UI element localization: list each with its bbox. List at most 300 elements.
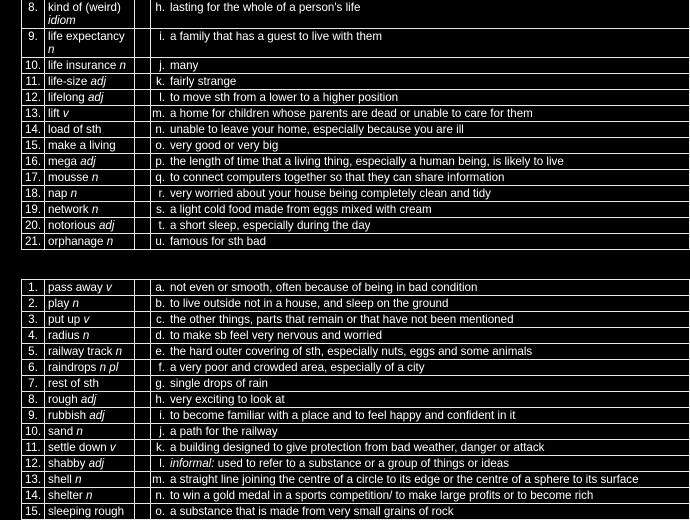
item-number-text: 13. <box>24 473 42 486</box>
definition <box>167 296 690 312</box>
definition-text: unable to leave your home, especially because you are ill <box>170 123 464 136</box>
definition-letter-text: g. <box>155 377 165 390</box>
word-text: sleeping rough <box>48 505 125 518</box>
table-row <box>22 296 690 312</box>
part-of-speech: adj <box>80 155 96 168</box>
word-text: life expectancy <box>48 30 125 43</box>
definition-text: a home for children whose parents are dead or unable to care for them <box>170 107 533 120</box>
vocabulary-word <box>45 154 135 170</box>
definition <box>167 312 690 328</box>
item-number-text: 8. <box>28 393 38 406</box>
part-of-speech: adj <box>98 219 115 232</box>
definition-letter <box>151 0 168 29</box>
definition-letter-text: n. <box>155 489 165 502</box>
word-text: shelter <box>48 489 83 502</box>
table-row <box>22 0 690 29</box>
definition <box>167 29 690 58</box>
definition-text: to move sth from a lower to a higher position <box>170 91 399 104</box>
item-number <box>22 408 45 424</box>
definition <box>167 360 690 376</box>
definition-letter <box>151 138 168 154</box>
word-text: load of sth <box>48 123 102 136</box>
table-row <box>22 170 690 186</box>
definition-letter <box>151 29 168 58</box>
vocabulary-word <box>45 456 135 472</box>
item-number-text: 20. <box>24 219 42 232</box>
definition <box>167 280 690 296</box>
definition-letter <box>151 472 168 488</box>
definition-letter <box>151 488 168 504</box>
word-text: kind of (weird) <box>48 1 121 14</box>
definition-letter-text: j. <box>159 59 165 72</box>
part-of-speech: n <box>48 43 55 56</box>
definition-letter <box>151 360 168 376</box>
definition <box>167 424 690 440</box>
definition-letter-text: f. <box>158 361 165 374</box>
part-of-speech: adj <box>80 393 97 406</box>
definition-text: single drops of rain <box>170 377 268 390</box>
definition <box>167 58 690 74</box>
definition-text: a building designed to give protection from bad weather, danger or attack <box>170 441 545 454</box>
part-of-speech: adj <box>88 457 105 470</box>
definition-letter-text: p. <box>155 155 165 168</box>
part-of-speech: n <box>70 187 78 200</box>
definition-letter-text: c. <box>155 313 165 326</box>
definition-letter <box>151 58 168 74</box>
definition-letter <box>151 218 168 234</box>
item-number <box>22 280 45 296</box>
word-text: rest of sth <box>48 377 99 390</box>
vocabulary-word <box>45 122 135 138</box>
part-of-speech: n <box>106 235 114 248</box>
part-of-speech: adj <box>87 91 104 104</box>
table-row <box>22 360 690 376</box>
definition-text: a short sleep, especially during the day <box>170 219 371 232</box>
definition-letter-text: m. <box>152 107 165 120</box>
answer-cell <box>135 360 151 376</box>
definition <box>167 202 690 218</box>
vocabulary-word <box>45 0 135 29</box>
part-of-speech: adj <box>89 409 105 422</box>
table-row <box>22 488 690 504</box>
answer-cell <box>135 218 151 234</box>
table-row <box>22 29 690 58</box>
table-row <box>22 328 690 344</box>
definition-letter-text: b. <box>155 297 165 310</box>
answer-cell <box>135 440 151 456</box>
definition-letter-text: k. <box>155 75 165 88</box>
item-number-text: 6. <box>28 361 38 374</box>
table-row <box>22 424 690 440</box>
definition-letter <box>151 296 168 312</box>
definition-letter <box>151 440 168 456</box>
definition-letter-text: r. <box>158 187 165 200</box>
answer-cell <box>135 296 151 312</box>
definition-letter-text: t. <box>158 219 165 232</box>
definition-letter <box>151 424 168 440</box>
definition <box>167 328 690 344</box>
answer-cell <box>135 376 151 392</box>
table-row <box>22 186 690 202</box>
table-row <box>22 344 690 360</box>
table-row <box>22 376 690 392</box>
table-row <box>22 154 690 170</box>
table-row <box>22 58 690 74</box>
item-number-text: 14. <box>24 123 42 136</box>
definition <box>167 170 690 186</box>
table-row <box>22 74 690 90</box>
item-number <box>22 0 45 29</box>
definition <box>167 392 690 408</box>
definition <box>167 138 690 154</box>
part-of-speech: v <box>109 441 116 454</box>
part-of-speech: n <box>86 489 93 502</box>
item-number-text: 17. <box>24 171 42 184</box>
item-number <box>22 376 45 392</box>
item-number <box>22 202 45 218</box>
item-number-text: 10. <box>24 59 42 72</box>
definition <box>167 186 690 202</box>
answer-cell <box>135 488 151 504</box>
vocabulary-word <box>45 424 135 440</box>
item-number-text: 8. <box>28 1 38 14</box>
word-text: radius <box>48 329 80 342</box>
definition-text: very worried about your house being completely clean and tidy <box>170 187 491 200</box>
vocabulary-word <box>45 504 135 520</box>
definition <box>167 0 690 29</box>
vocabulary-word <box>45 392 135 408</box>
definition-letter <box>151 202 168 218</box>
definition-letter-text: h. <box>155 1 165 14</box>
item-number <box>22 488 45 504</box>
answer-cell <box>135 344 151 360</box>
vocabulary-word <box>45 186 135 202</box>
vocabulary-word <box>45 328 135 344</box>
definition-text: not even or smooth, often because of being in bad condition <box>170 281 478 294</box>
word-text: mousse <box>48 171 89 184</box>
definition-text: a family that has a guest to live with them <box>170 30 383 43</box>
vocabulary-word <box>45 312 135 328</box>
word-text: life insurance <box>48 59 117 72</box>
vocabulary-word <box>45 218 135 234</box>
vocabulary-word <box>45 296 135 312</box>
item-number <box>22 122 45 138</box>
answer-cell <box>135 312 151 328</box>
word-text: nap <box>48 187 68 200</box>
vocabulary-word <box>45 202 135 218</box>
definition-letter <box>151 392 168 408</box>
item-number-text: 13. <box>24 107 42 120</box>
definition-letter <box>151 376 168 392</box>
word-text: network <box>48 203 89 216</box>
word-text: pass away <box>48 281 103 294</box>
item-number <box>22 218 45 234</box>
item-number <box>22 74 45 90</box>
definition-letter <box>151 328 168 344</box>
item-number <box>22 296 45 312</box>
item-number <box>22 456 45 472</box>
part-of-speech: n <box>82 329 90 342</box>
definition-text: the other things, parts that remain or that have not been mentioned <box>170 313 514 326</box>
vocabulary-word <box>45 58 135 74</box>
definition-text: to win a gold medal in a sports competition/ to make large profits or to become rich <box>170 489 594 502</box>
item-number <box>22 344 45 360</box>
answer-cell <box>135 0 151 29</box>
item-number <box>22 424 45 440</box>
answer-cell <box>135 504 151 520</box>
definition-text: to live outside not in a house, and sleep on the ground <box>170 297 449 310</box>
vocabulary-word <box>45 90 135 106</box>
part-of-speech: adj <box>90 75 107 88</box>
table-row <box>22 234 690 250</box>
answer-cell <box>135 234 151 250</box>
item-number <box>22 312 45 328</box>
word-text: orphanage <box>48 235 104 248</box>
definition-letter <box>151 106 168 122</box>
definition <box>167 234 690 250</box>
item-number-text: 21. <box>24 235 42 248</box>
item-number-text: 5. <box>28 345 38 358</box>
vocabulary-word <box>45 488 135 504</box>
item-number <box>22 29 45 58</box>
definition-letter <box>151 408 168 424</box>
word-text: lift <box>48 107 60 120</box>
definition-letter-text: d. <box>155 329 165 342</box>
item-number-text: 2. <box>28 297 38 310</box>
definition-letter-text: e. <box>155 345 165 358</box>
item-number <box>22 138 45 154</box>
definition-text: used to refer to a substance or a group of things or ideas <box>217 457 510 470</box>
vocabulary-word <box>45 440 135 456</box>
part-of-speech: n <box>119 59 126 72</box>
word-text: put up <box>48 313 81 326</box>
item-number-text: 3. <box>28 313 38 326</box>
item-number-text: 18. <box>24 187 42 200</box>
answer-cell <box>135 186 151 202</box>
definition-letter-text: n. <box>155 123 165 136</box>
item-number <box>22 234 45 250</box>
item-number <box>22 360 45 376</box>
definition <box>167 488 690 504</box>
definition-letter-text: i. <box>159 30 165 43</box>
vocabulary-word <box>45 472 135 488</box>
table-row <box>22 456 690 472</box>
definition-text: a substance that is made from very small grains of rock <box>170 505 454 518</box>
definition-text: a light cold food made from eggs mixed with cream <box>170 203 432 216</box>
answer-cell <box>135 392 151 408</box>
item-number-text: 19. <box>24 203 42 216</box>
word-text: life-size <box>48 75 88 88</box>
item-number-text: 4. <box>28 329 38 342</box>
definition-text: many <box>170 59 199 72</box>
answer-cell <box>135 58 151 74</box>
part-of-speech: n <box>115 345 123 358</box>
item-number-text: 7. <box>28 377 38 390</box>
word-text: shabby <box>48 457 86 470</box>
answer-cell <box>135 424 151 440</box>
item-number <box>22 58 45 74</box>
table-row <box>22 408 690 424</box>
answer-cell <box>135 280 151 296</box>
item-number-text: 14. <box>24 489 42 502</box>
table-row <box>22 202 690 218</box>
vocabulary-word <box>45 344 135 360</box>
item-number <box>22 106 45 122</box>
item-number-text: 15. <box>24 139 42 152</box>
definition-text: fairly strange <box>170 75 237 88</box>
definition-letter <box>151 456 168 472</box>
vocabulary-word <box>45 234 135 250</box>
answer-cell <box>135 106 151 122</box>
vocabulary-word <box>45 408 135 424</box>
definition-letter <box>151 234 168 250</box>
item-number <box>22 440 45 456</box>
definition-letter <box>151 186 168 202</box>
definition-letter-text: h. <box>155 393 165 406</box>
definition-letter-text: q. <box>155 171 165 184</box>
definition-text: a straight line joining the centre of a circle to its edge or the centre of a sphere to its surface <box>170 473 639 486</box>
definition-letter-text: o. <box>155 505 165 518</box>
word-text: rough <box>48 393 78 406</box>
item-number <box>22 90 45 106</box>
item-number-text: 9. <box>28 30 38 43</box>
definition-text: a path for the railway <box>170 425 278 438</box>
item-number <box>22 504 45 520</box>
part-of-speech: v <box>106 281 112 294</box>
word-text: sand <box>48 425 74 438</box>
table-row <box>22 440 690 456</box>
answer-cell <box>135 90 151 106</box>
word-text: settle down <box>48 441 107 454</box>
definition <box>167 344 690 360</box>
definition <box>167 218 690 234</box>
word-text: notorious <box>48 219 96 232</box>
answer-cell <box>135 328 151 344</box>
part-of-speech: n pl <box>99 361 119 374</box>
part-of-speech: idiom <box>48 14 76 27</box>
vocabulary-word <box>45 106 135 122</box>
item-number-text: 1. <box>28 281 38 294</box>
answer-cell <box>135 74 151 90</box>
item-number-text: 9. <box>28 409 38 422</box>
definition-text: to connect computers together so that they can share information <box>170 171 505 184</box>
definition-letter-text: a. <box>155 281 165 294</box>
vocabulary-word <box>45 360 135 376</box>
answer-cell <box>135 202 151 218</box>
vocabulary-word <box>45 280 135 296</box>
definition-letter-text: u. <box>155 235 165 248</box>
definition-text: very exciting to look at <box>170 393 285 406</box>
definition-letter-text: i. <box>159 409 165 422</box>
definition-letter <box>151 90 168 106</box>
answer-cell <box>135 122 151 138</box>
table-row <box>22 138 690 154</box>
vocabulary-word <box>45 376 135 392</box>
answer-cell <box>135 170 151 186</box>
word-text: shell <box>48 473 72 486</box>
item-number <box>22 392 45 408</box>
definition-letter <box>151 74 168 90</box>
vocabulary-word <box>45 29 135 58</box>
table-row <box>22 472 690 488</box>
definition-letter <box>151 504 168 520</box>
definition <box>167 74 690 90</box>
definition <box>167 472 690 488</box>
item-number <box>22 170 45 186</box>
answer-cell <box>135 456 151 472</box>
definition-letter-text: j. <box>159 425 165 438</box>
table-row <box>22 122 690 138</box>
word-text: rubbish <box>48 409 87 422</box>
definition <box>167 504 690 520</box>
definition-text: famous for sth bad <box>170 235 267 248</box>
definition-text: to make sb feel very nervous and worried <box>170 329 383 342</box>
table-row <box>22 106 690 122</box>
definition <box>167 90 690 106</box>
vocabulary-word <box>45 74 135 90</box>
definition <box>167 408 690 424</box>
definition-letter <box>151 344 168 360</box>
word-text: railway track <box>48 345 113 358</box>
definition <box>167 440 690 456</box>
definition-text: a very poor and crowded area, especially of a city <box>170 361 425 374</box>
part-of-speech: n <box>72 297 79 310</box>
table-row <box>22 90 690 106</box>
definition-letter <box>151 170 168 186</box>
item-number <box>22 472 45 488</box>
word-text: mega <box>48 155 78 168</box>
definition <box>167 154 690 170</box>
table-row <box>22 218 690 234</box>
table-row <box>22 504 690 520</box>
word-text: raindrops <box>48 361 97 374</box>
item-number <box>22 154 45 170</box>
definition-text: lasting for the whole of a person's life <box>170 1 361 14</box>
definition-letter-text: l. <box>159 91 165 104</box>
item-number-text: 16. <box>24 155 42 168</box>
item-number-text: 10. <box>24 425 42 438</box>
vocabulary-table-1 <box>21 0 690 250</box>
definition-letter-text: s. <box>155 203 165 216</box>
part-of-speech: n <box>76 425 83 438</box>
definition <box>167 106 690 122</box>
definition-letter <box>151 280 168 296</box>
item-number-text: 12. <box>24 91 42 104</box>
vocabulary-word <box>45 170 135 186</box>
definition <box>167 376 690 392</box>
definition-letter <box>151 122 168 138</box>
definition-letter <box>151 312 168 328</box>
table-row <box>22 312 690 328</box>
definition-letter-text: m. <box>152 473 165 486</box>
part-of-speech: n <box>91 171 99 184</box>
item-number <box>22 186 45 202</box>
definition-text: the length of time that a living thing, especially a human being, is likely to live <box>170 155 564 168</box>
word-text: make a living <box>48 139 116 152</box>
part-of-speech: n <box>75 473 82 486</box>
answer-cell <box>135 29 151 58</box>
vocabulary-table-2 <box>21 279 690 520</box>
definition <box>167 122 690 138</box>
answer-cell <box>135 154 151 170</box>
item-number-text: 15. <box>24 505 42 518</box>
answer-cell <box>135 408 151 424</box>
word-text: lifelong <box>48 91 85 104</box>
definition <box>167 456 690 472</box>
part-of-speech: n <box>91 203 99 216</box>
table-row <box>22 280 690 296</box>
definition-text: to become familiar with a place and to feel happy and confident in it <box>170 409 516 422</box>
